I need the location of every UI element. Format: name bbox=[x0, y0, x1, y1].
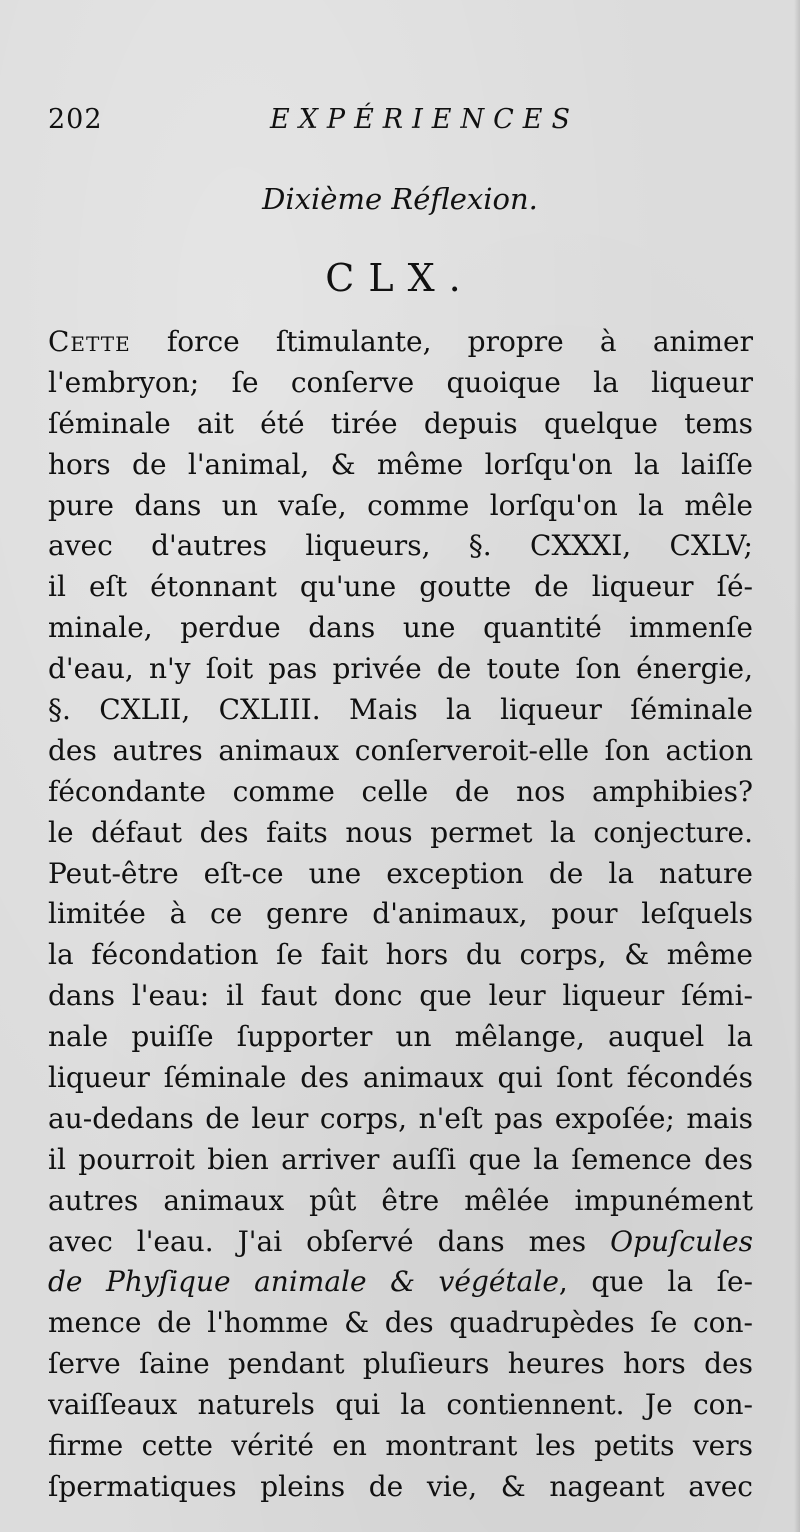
line-text: Peut-être eſt-ce une exception de la nature bbox=[48, 856, 753, 890]
body-text bbox=[48, 322, 753, 1508]
line-text: au-dedans de leur corps, n'eſt pas expoſée; mais bbox=[48, 1101, 753, 1135]
line-text: §. CXLII, CXLIII. Mais la liqueur ſéminale bbox=[48, 693, 753, 727]
line-text: ſéminale ait été tirée depuis quelque tems bbox=[48, 406, 753, 440]
line-text: des autres animaux conſerveroit-elle ſon action bbox=[48, 733, 753, 767]
line-text: fécondante comme celle de nos amphibies? bbox=[48, 774, 753, 808]
italic-title: de Phyſique animale & végétale bbox=[48, 1265, 559, 1299]
running-title: EXPÉRIENCES bbox=[270, 104, 580, 135]
text-line bbox=[48, 976, 753, 1017]
line-text: nale puiſſe ſupporter un mêlange, auquel la bbox=[48, 1020, 753, 1054]
text-line bbox=[48, 854, 753, 895]
italic-title: Opuſcules bbox=[610, 1224, 753, 1258]
text-line bbox=[48, 1222, 753, 1263]
text-line bbox=[48, 1344, 753, 1385]
text-line bbox=[48, 363, 753, 404]
running-head bbox=[48, 104, 748, 144]
text-line bbox=[48, 1426, 753, 1467]
section-subtitle: Dixième Réflexion. bbox=[262, 182, 538, 216]
text-line bbox=[48, 1181, 753, 1222]
text-line bbox=[48, 731, 753, 772]
line-text: hors de l'animal, & même lorſqu'on la laiſſe bbox=[48, 447, 753, 481]
line-text: dans l'eau: il faut donc que leur liqueur ſémi- bbox=[48, 979, 753, 1013]
text-line bbox=[48, 935, 753, 976]
line-text: autres animaux pût être mêlée impunément bbox=[48, 1183, 753, 1217]
line-text: firme cette vérité en montrant les petits vers bbox=[48, 1429, 753, 1463]
text-line bbox=[48, 772, 753, 813]
text-line bbox=[48, 1140, 753, 1181]
page-number: 202 bbox=[48, 104, 103, 135]
line-text: mence de l'homme & des quadrupèdes ſe con- bbox=[48, 1306, 753, 1340]
text-line bbox=[48, 1099, 753, 1140]
line-text: vaiſſeaux naturels qui la contiennent. Je con- bbox=[48, 1388, 753, 1422]
text-line bbox=[48, 813, 753, 854]
text-line bbox=[48, 894, 753, 935]
line-text: avec d'autres liqueurs, §. CXXXI, CXLV; bbox=[48, 529, 753, 563]
line-text: la fécondation ſe fait hors du corps, & même bbox=[48, 938, 753, 972]
line-text: liqueur ſéminale des animaux qui ſont fécondés bbox=[48, 1061, 753, 1095]
line-text: il eſt étonnant qu'une goutte de liqueur ſé- bbox=[48, 570, 753, 604]
line-text: avec l'eau. J'ai obſervé dans mes bbox=[48, 1224, 611, 1258]
line-text: ſerve ſaine pendant pluſieurs heures hors des bbox=[48, 1347, 753, 1381]
text-line bbox=[48, 690, 753, 731]
text-line bbox=[48, 1467, 753, 1508]
line-text: ſpermatiques pleins de vie, & nageant avec bbox=[48, 1469, 753, 1503]
line-text: d'eau, n'y ſoit pas privée de toute ſon énergie, bbox=[48, 652, 753, 686]
text-line bbox=[48, 1303, 753, 1344]
text-line bbox=[48, 649, 753, 690]
text-line bbox=[48, 1262, 753, 1303]
line-text: limitée à ce genre d'animaux, pour leſquels bbox=[48, 897, 753, 931]
text-line bbox=[48, 1385, 753, 1426]
text-line bbox=[48, 1058, 753, 1099]
section-number: CLX. bbox=[325, 256, 475, 300]
text-line bbox=[48, 526, 753, 567]
line-text: minale, perdue dans une quantité immenſe bbox=[48, 611, 753, 645]
text-line bbox=[48, 322, 753, 363]
text-line bbox=[48, 404, 753, 445]
text-line bbox=[48, 567, 753, 608]
line-text: force ſtimulante, propre à animer bbox=[130, 325, 753, 358]
line-text: le défaut des faits nous permet la conjecture. bbox=[48, 815, 753, 849]
text-line bbox=[48, 608, 753, 649]
line-text: , que la ſe- bbox=[558, 1265, 753, 1299]
drop-word: Cette bbox=[48, 325, 131, 358]
line-text: l'embryon; ſe conſerve quoique la liqueur bbox=[48, 365, 753, 399]
text-line bbox=[48, 445, 753, 486]
text-line bbox=[48, 486, 753, 527]
text-line bbox=[48, 1017, 753, 1058]
line-text: il pourroit bien arriver auſſi que la ſemence des bbox=[48, 1142, 753, 1176]
line-text: pure dans un vaſe, comme lorſqu'on la mêle bbox=[48, 488, 753, 522]
